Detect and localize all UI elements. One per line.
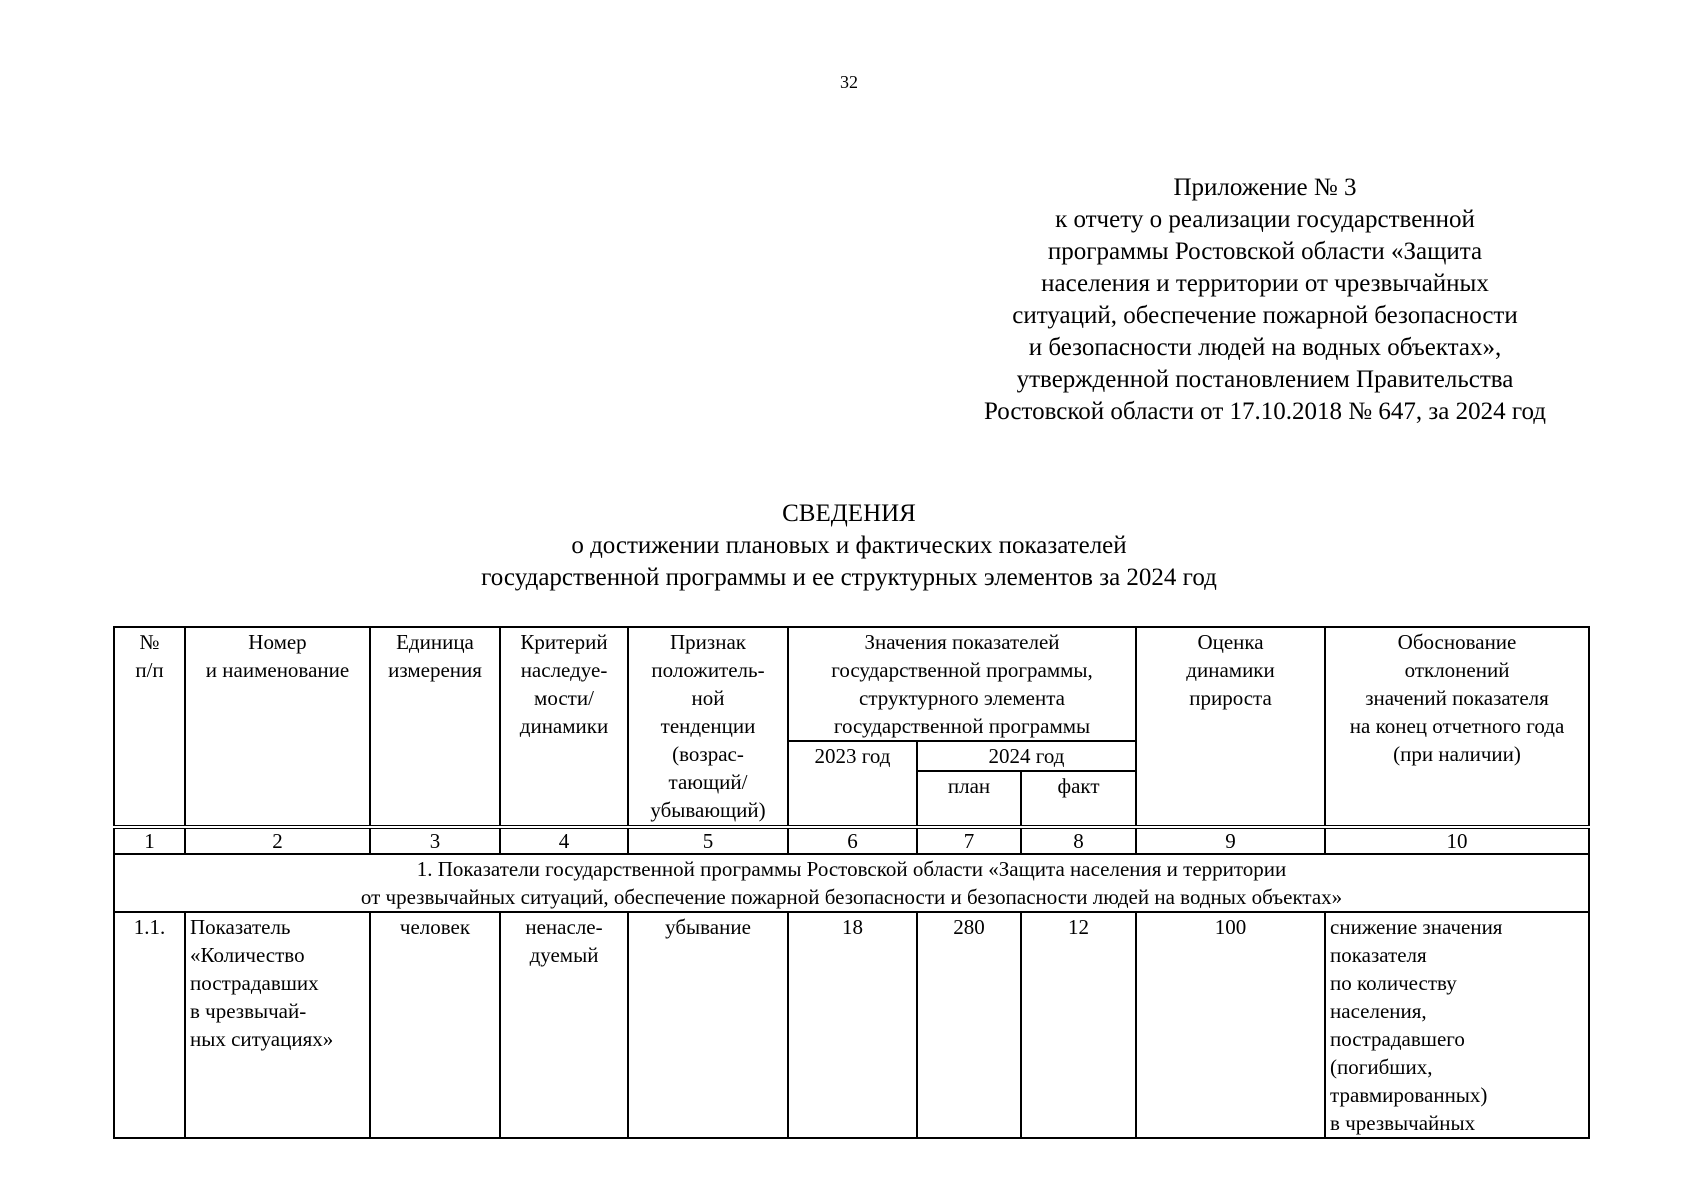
- column-number: 6: [788, 827, 917, 854]
- appendix-block: [940, 172, 1590, 428]
- column-number: 3: [370, 827, 500, 854]
- header-year-2023: 2023 год: [788, 741, 917, 827]
- row-growth: 100: [1136, 912, 1325, 1138]
- column-number: 4: [500, 827, 628, 854]
- appendix-line: Ростовской области от 17.10.2018 № 647, за 2024 год: [984, 398, 1546, 425]
- column-number-row: [114, 827, 1589, 854]
- appendix-line: программы Ростовской области «Защита: [1047, 238, 1483, 265]
- header-name: Номер и наименование: [185, 627, 370, 827]
- header-values: Значения показателей государственной программы, структурного элемента государственной программы: [788, 627, 1136, 741]
- header-justification: Обоснование отклонений значений показателя на конец отчетного года (при наличии): [1325, 627, 1589, 827]
- appendix-line: Приложение № 3: [1173, 174, 1357, 201]
- document-subtitle: государственной программы и ее структурных элементов за 2024 год: [481, 564, 1217, 591]
- header-plan: план: [917, 771, 1021, 827]
- appendix-line: населения и территории от чрезвычайных: [1041, 270, 1489, 297]
- row-criterion: ненасле- дуемый: [500, 912, 628, 1138]
- appendix-line: утвержденной постановлением Правительства: [1016, 366, 1514, 393]
- section-title: 1. Показатели государственной программы Ростовской области «Защита населения и территории от чрезвычайных ситуаций, обеспечение пожарной безопасности и безопасности людей на водных объектах»: [114, 854, 1589, 912]
- header-fact: факт: [1021, 771, 1136, 827]
- document-heading: [0, 498, 1698, 594]
- appendix-line: и безопасности людей на водных объектах»,: [1028, 334, 1502, 361]
- column-number: 7: [917, 827, 1021, 854]
- header-unit: Единица измерения: [370, 627, 500, 827]
- row-trend: убывание: [628, 912, 788, 1138]
- column-number: 2: [185, 827, 370, 854]
- row-justification: снижение значения показателя по количеству населения, пострадавшего (погибших, травмированных) в чрезвычайных: [1325, 912, 1589, 1138]
- header-row: [114, 627, 1589, 741]
- column-number: 5: [628, 827, 788, 854]
- header-year-2024: 2024 год: [917, 741, 1136, 771]
- row-fact-2024: 12: [1021, 912, 1136, 1138]
- header-criterion: Критерий наследуе- мости/ динамики: [500, 627, 628, 827]
- appendix-line: ситуаций, обеспечение пожарной безопасности: [1012, 302, 1518, 329]
- section-row: [114, 854, 1589, 912]
- document-subtitle: о достижении плановых и фактических показателей: [571, 532, 1127, 559]
- appendix-line: к отчету о реализации государственной: [1055, 206, 1475, 233]
- column-number: 9: [1136, 827, 1325, 854]
- row-plan-2024: 280: [917, 912, 1021, 1138]
- row-unit: человек: [370, 912, 500, 1138]
- row-num: 1.1.: [114, 912, 185, 1138]
- header-num: № п/п: [114, 627, 185, 827]
- document-title: СВЕДЕНИЯ: [782, 500, 916, 527]
- indicators-table: [113, 626, 1590, 1139]
- column-number: 8: [1021, 827, 1136, 854]
- row-name: Показатель «Количество пострадавших в чрезвычай- ных ситуациях»: [185, 912, 370, 1138]
- page-number: 32: [840, 72, 858, 92]
- column-number: 1: [114, 827, 185, 854]
- column-number: 10: [1325, 827, 1589, 854]
- header-growth: Оценка динамики прироста: [1136, 627, 1325, 827]
- table-row: [114, 912, 1589, 1138]
- header-trend: Признак положитель- ной тенденции (возрас- тающий/ убывающий): [628, 627, 788, 827]
- row-value-2023: 18: [788, 912, 917, 1138]
